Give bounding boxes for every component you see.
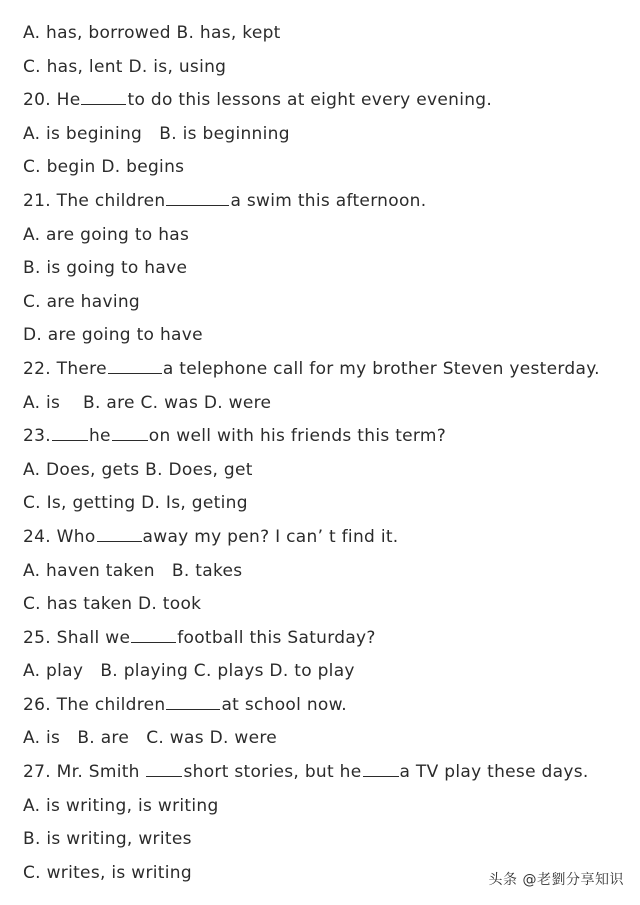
text-line: [23, 622, 623, 656]
text-line: [23, 219, 623, 253]
text-line: [23, 655, 623, 689]
answer-blank: [81, 86, 126, 105]
line-text: 24. Who: [23, 526, 96, 547]
line-text: A. Does, gets B. Does, get: [23, 459, 253, 480]
answer-blank: [108, 355, 162, 374]
line-text: B. is writing, writes: [23, 829, 192, 850]
text-line: [23, 185, 623, 219]
line-text: D. are going to have: [23, 325, 203, 346]
text-line: [23, 454, 623, 488]
text-line: [23, 353, 623, 387]
line-text: C. are having: [23, 291, 141, 312]
line-text: B. is going to have: [23, 258, 188, 279]
answer-blank: [166, 187, 229, 206]
text-line: [23, 689, 623, 723]
answer-blank: [166, 691, 220, 710]
line-text: A. is begining B. is beginning: [23, 123, 290, 144]
answer-blank: [131, 624, 176, 643]
line-text: a swim this afternoon.: [230, 190, 427, 211]
text-line: [23, 588, 623, 622]
line-text: 22. There: [23, 358, 107, 379]
text-line: [23, 17, 623, 51]
line-text: 27. Mr. Smith: [23, 762, 146, 783]
line-text: short stories, but he: [183, 762, 362, 783]
line-text: a TV play these days.: [399, 762, 589, 783]
question-list: [23, 17, 623, 890]
line-text: a telephone call for my brother Steven yesterday.: [162, 358, 600, 379]
answer-blank: [97, 523, 142, 542]
line-text: 25. Shall we: [23, 627, 131, 648]
line-text: at school now.: [221, 694, 347, 715]
line-text: A. play B. playing C. plays D. to play: [23, 661, 355, 682]
text-line: [23, 420, 623, 454]
text-line: [23, 286, 623, 320]
text-line: [23, 722, 623, 756]
line-text: A. haven taken B. takes: [23, 560, 243, 581]
text-line: [23, 51, 623, 85]
text-line: [23, 252, 623, 286]
line-text: C. has taken D. took: [23, 594, 202, 615]
text-line: [23, 84, 623, 118]
text-line: [23, 319, 623, 353]
line-text: C. begin D. begins: [23, 157, 185, 178]
answer-blank: [52, 422, 88, 441]
line-text: C. has, lent D. is, using: [23, 56, 227, 77]
text-line: [23, 521, 623, 555]
line-text: he: [88, 426, 111, 447]
watermark: 头条 @老劉分享知识: [488, 872, 624, 888]
text-line: [23, 555, 623, 589]
text-line: [23, 790, 623, 824]
line-text: football this Saturday?: [177, 627, 376, 648]
line-text: 20. He: [23, 90, 81, 111]
text-line: [23, 823, 623, 857]
line-text: away my pen? I can’ t find it.: [142, 526, 399, 547]
text-line: [23, 118, 623, 152]
answer-blank: [112, 422, 148, 441]
line-text: 21. The children: [23, 190, 166, 211]
text-line: [23, 756, 623, 790]
line-text: A. is B. are C. was D. were: [23, 392, 272, 413]
line-text: 26. The children: [23, 694, 166, 715]
line-text: A. is B. are C. was D. were: [23, 728, 277, 749]
line-text: A. is writing, is writing: [23, 795, 219, 816]
answer-blank: [146, 758, 182, 777]
line-text: A. has, borrowed B. has, kept: [23, 23, 281, 43]
line-text: C. Is, getting D. Is, geting: [23, 493, 248, 514]
line-text: to do this lessons at eight every evening.: [127, 90, 493, 111]
answer-blank: [363, 758, 399, 777]
text-line: [23, 387, 623, 421]
line-text: C. writes, is writing: [23, 862, 192, 883]
text-line: [23, 151, 623, 185]
text-line: [23, 487, 623, 521]
line-text: A. are going to has: [23, 224, 190, 245]
line-text: on well with his friends this term?: [148, 426, 447, 447]
line-text: 23.: [23, 426, 51, 447]
